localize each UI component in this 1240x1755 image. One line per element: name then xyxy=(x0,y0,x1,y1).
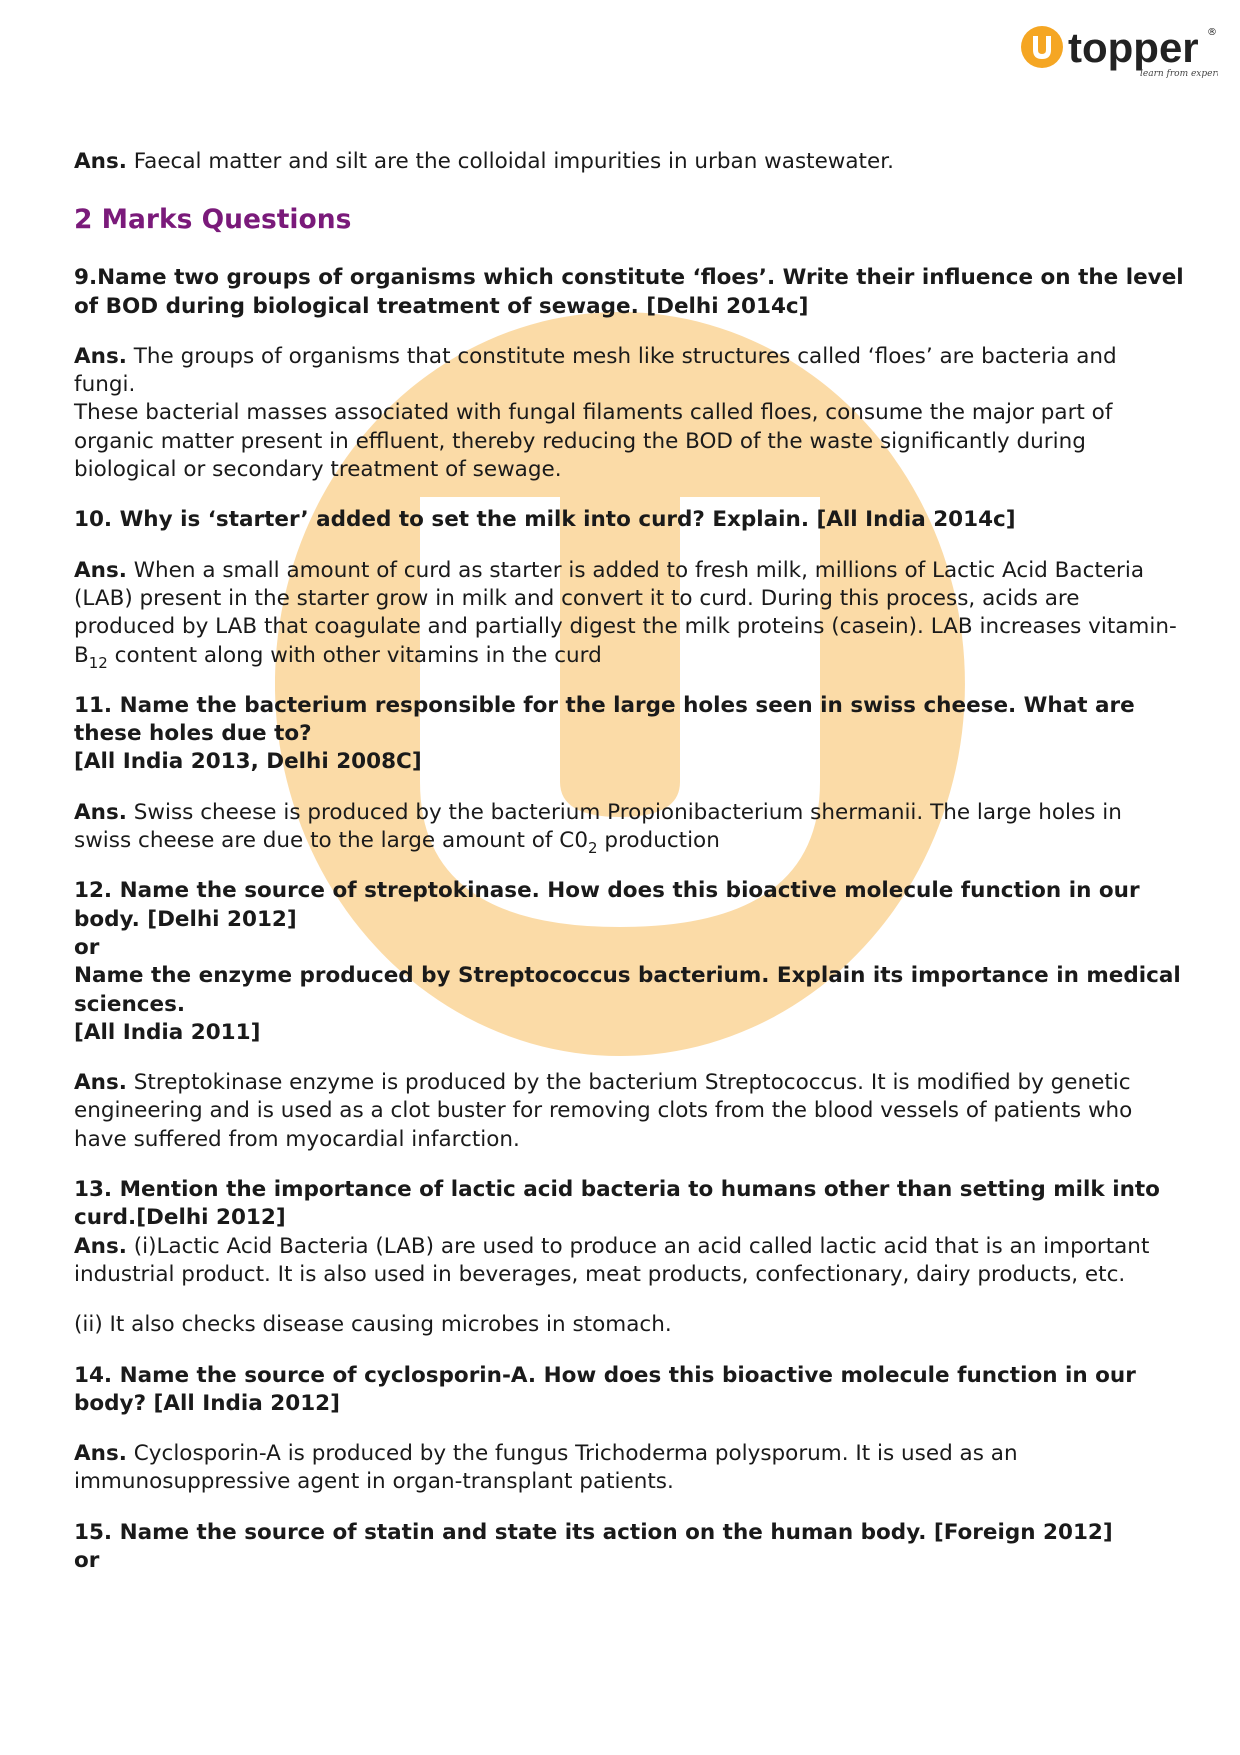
subscript: 12 xyxy=(88,653,108,672)
answer-13 xyxy=(74,1233,1184,1290)
answer-12 xyxy=(74,1069,1184,1154)
answer-9-continued: These bacterial masses associated with fungal filaments called floes, consume the major part of organic matter present in effluent, thereby reducing the BOD of the waste significantly during biological or secondary treatment of sewage. xyxy=(74,400,1113,483)
answer-text: Streptokinase enzyme is produced by the bacterium Streptococcus. It is modified by genetic engineering and is used as a clot buster for removing clots from the blood vessels of patients who have suffered from myocardial infarction. xyxy=(74,1070,1133,1152)
answer-text: Cyclosporin-A is produced by the fungus Trichoderma polysporum. It is used as an immunosuppressive agent in organ-transplant patients. xyxy=(74,1441,1018,1495)
answer-text: (i)Lactic Acid Bacteria (LAB) are used to produce an acid called lactic acid that is an important industrial product. It is also used in beverages, meat products, confectionary, dairy products, etc. xyxy=(74,1233,1150,1287)
svg-text:learn from experts: learn from experts xyxy=(1140,69,1218,79)
answer-14 xyxy=(74,1440,1184,1497)
question-12: 12. Name the source of streptokinase. How does this bioactive molecule function in our body. [Delhi 2012] xyxy=(74,878,1140,932)
question-13: 13. Mention the importance of lactic acid bacteria to humans other than setting milk into curd.[Delhi 2012] xyxy=(74,1177,1160,1231)
question-9: 9.Name two groups of organisms which constitute ‘floes’. Write their influence on the level of BOD during biological treatment of sewage. [Delhi 2014c] xyxy=(74,265,1184,319)
answer-label: Ans. xyxy=(74,149,127,174)
question-12-or: or xyxy=(74,934,100,960)
u-circle-icon xyxy=(1018,22,1218,92)
answer-text: Faecal matter and silt are the colloidal impurities in urban wastewater. xyxy=(126,149,894,174)
answer-9 xyxy=(74,343,1184,400)
question-15: 15. Name the source of statin and state its action on the human body. [Foreign 2012] xyxy=(74,1519,1113,1545)
answer-text-end: production xyxy=(597,828,720,854)
answer-10 xyxy=(74,557,1184,670)
question-12-source: [All India 2011] xyxy=(74,1019,261,1045)
topper-logo xyxy=(1018,22,1218,92)
subscript: 2 xyxy=(588,839,598,858)
answer-label: Ans. xyxy=(74,1070,127,1096)
answer-label: Ans. xyxy=(74,799,127,825)
document-body xyxy=(74,148,1184,1575)
svg-text:topper: topper xyxy=(1068,24,1199,71)
question-14: 14. Name the source of cyclosporin-A. How does this bioactive molecule function in our body? [All India 2012] xyxy=(74,1362,1136,1416)
answer-label: Ans. xyxy=(74,557,127,583)
answer-11 xyxy=(74,799,1184,856)
question-11-source: [All India 2013, Delhi 2008C] xyxy=(74,749,422,775)
answer-text: The groups of organisms that constitute mesh like structures called ‘floes’ are bacteria and fungi. xyxy=(74,343,1117,398)
question-11: 11. Name the bacterium responsible for the large holes seen in swiss cheese. What are these holes due to? xyxy=(74,692,1135,747)
answer-label: Ans. xyxy=(74,1233,127,1259)
question-15-or: or xyxy=(74,1547,100,1573)
answer-text: When a small amount of curd as starter is added to fresh milk, millions of Lactic Acid Bacteria (LAB) present in the starter grow in milk and convert it to curd. During this process, acids are produced by LAB that coagulate and partially digest the milk proteins (casein). LAB increases vitamin-B xyxy=(74,557,1177,668)
intro-answer xyxy=(74,148,1184,176)
answer-text: Swiss cheese is produced by the bacterium Propionibacterium shermanii. The large holes in swiss cheese are due to the large amount of C0 xyxy=(74,799,1122,854)
question-10: 10. Why is ‘starter’ added to set the milk into curd? Explain. [All India 2014c] xyxy=(74,507,1016,533)
question-12-alternate: Name the enzyme produced by Streptococcus bacterium. Explain its importance in medical sciences. xyxy=(74,963,1181,1017)
answer-text-end: content along with other vitamins in the curd xyxy=(107,642,602,668)
section-title: 2 Marks Questions xyxy=(74,204,352,236)
answer-label: Ans. xyxy=(74,343,127,369)
svg-text:®: ® xyxy=(1207,27,1217,38)
answer-13-part-2: (ii) It also checks disease causing microbes in stomach. xyxy=(74,1312,672,1338)
answer-label: Ans. xyxy=(74,1441,127,1467)
